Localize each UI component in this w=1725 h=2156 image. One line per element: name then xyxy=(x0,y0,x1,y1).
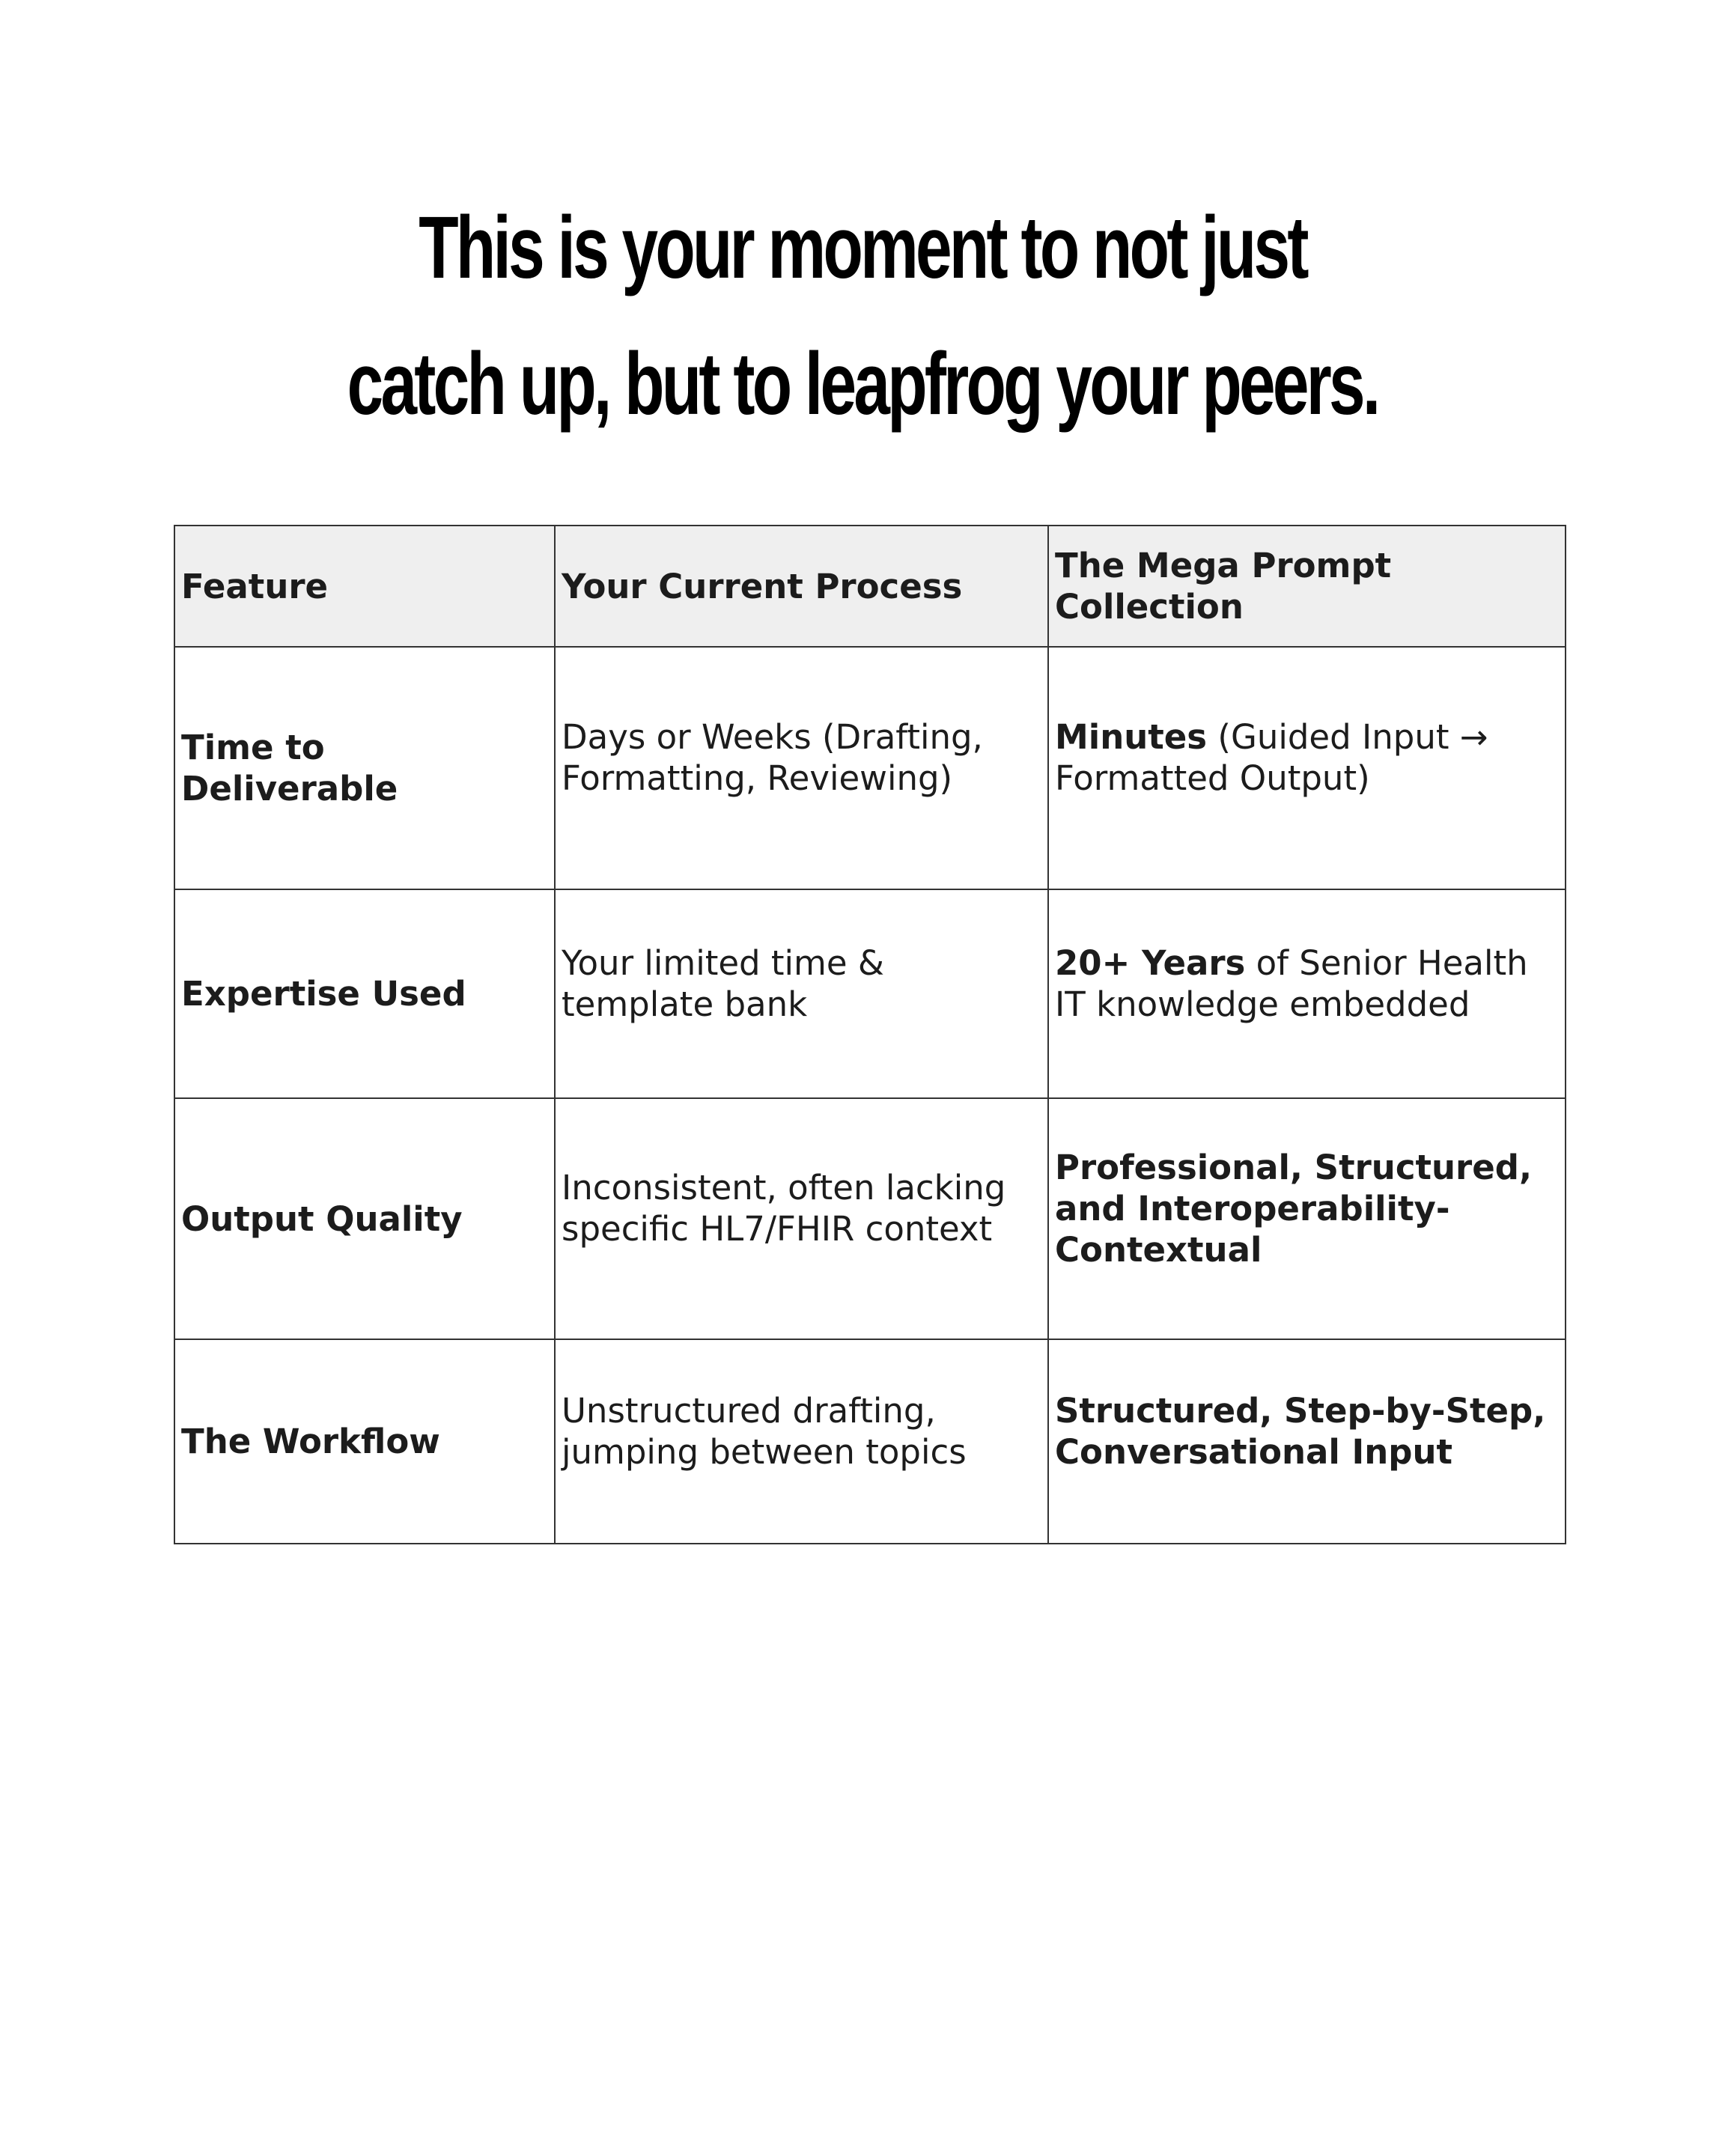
table-row xyxy=(174,1339,1566,1544)
table-header-row xyxy=(174,526,1566,647)
mega-prompt-highlight: Structured, Step-by-Step, Conversational Input xyxy=(1055,1390,1546,1472)
feature-cell: Time to Deliverable xyxy=(174,647,555,889)
table-row xyxy=(174,1098,1566,1339)
mega-prompt-detail: (Guided Input → Formatted Output) xyxy=(1055,717,1488,798)
feature-cell: Output Quality xyxy=(174,1098,555,1339)
table-row xyxy=(174,889,1566,1098)
current-process-cell: Days or Weeks (Drafting, Formatting, Reviewing) xyxy=(555,647,1048,889)
header-mega-prompt-collection: The Mega Prompt Collection xyxy=(1048,526,1566,647)
mega-prompt-highlight: Minutes xyxy=(1055,717,1208,757)
feature-cell: The Workflow xyxy=(174,1339,555,1544)
mega-prompt-cell xyxy=(1048,889,1566,1098)
mega-prompt-highlight: Professional, Structured, and Interoperability-Contextual xyxy=(1055,1147,1533,1270)
current-process-cell: Inconsistent, often lacking specific HL7/FHIR context xyxy=(555,1098,1048,1339)
current-process-cell: Unstructured drafting, jumping between topics xyxy=(555,1339,1048,1544)
mega-prompt-detail: of Senior Health IT knowledge embedded xyxy=(1055,943,1528,1024)
mega-prompt-cell xyxy=(1048,1339,1566,1544)
mega-prompt-cell xyxy=(1048,647,1566,889)
header-current-process: Your Current Process xyxy=(555,526,1048,647)
mega-prompt-cell xyxy=(1048,1098,1566,1339)
comparison-table xyxy=(174,525,1566,1544)
page-headline: This is your moment to not just catch up, but to leapfrog your peers. xyxy=(347,198,1378,433)
table-row xyxy=(174,647,1566,889)
header-feature: Feature xyxy=(174,526,555,647)
mega-prompt-highlight: 20+ Years xyxy=(1055,943,1246,983)
feature-cell: Expertise Used xyxy=(174,889,555,1098)
current-process-cell: Your limited time & template bank xyxy=(555,889,1048,1098)
